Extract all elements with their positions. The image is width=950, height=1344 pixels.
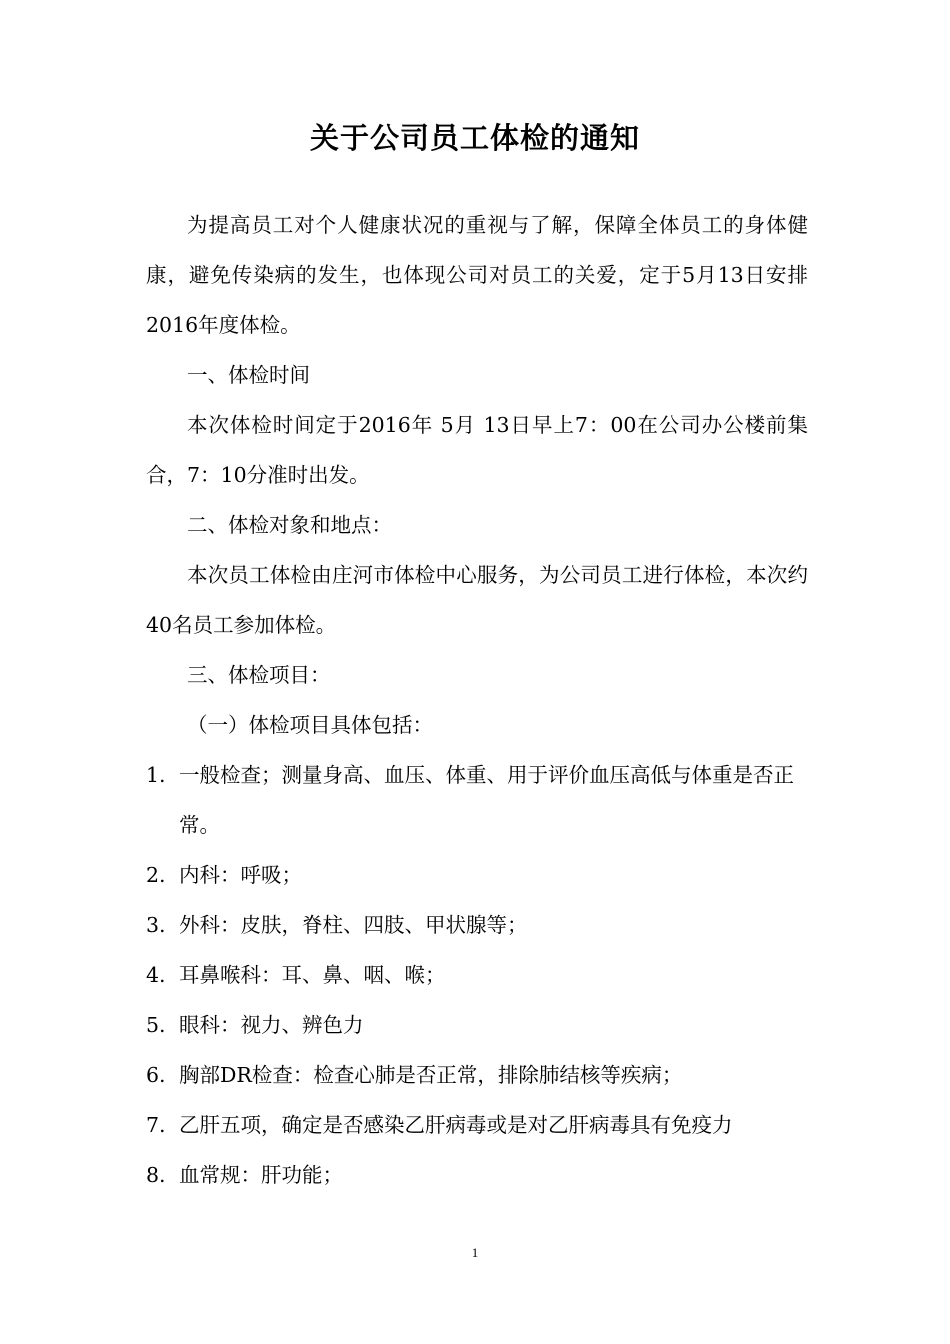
- list-item: [146, 1000, 808, 1050]
- list-item-text: 血常规：肝功能；: [179, 1163, 343, 1187]
- items-subheading: （一）体检项目具体包括：: [187, 713, 433, 737]
- list-item-text: 外科：皮肤，脊柱、四肢、甲状腺等；: [179, 913, 528, 937]
- list-item-text: 一般检查；测量身高、血压、体重、用于评价血压高低与体重是否正常。: [179, 763, 794, 837]
- list-item: [146, 1050, 808, 1100]
- time-paragraph: 本次体检时间定于2016年 5月 13日早上7：00在公司办公楼前集合，7：10分准时出发。: [146, 413, 808, 487]
- section-heading-target: 二、体检对象和地点：: [187, 513, 392, 537]
- list-item-number: 7.: [146, 1113, 166, 1137]
- list-item-text: 胸部DR检查：检查心肺是否正常，排除肺结核等疾病；: [179, 1063, 683, 1087]
- list-item: [146, 900, 808, 950]
- list-item: [146, 1100, 808, 1150]
- list-item-number: 3.: [146, 913, 166, 937]
- list-item-number: 2.: [146, 863, 166, 887]
- list-item: [146, 850, 808, 900]
- list-item-number: 5.: [146, 1013, 166, 1037]
- list-item-number: 4.: [146, 963, 166, 987]
- list-item-text: 眼科：视力、辨色力: [179, 1013, 364, 1037]
- list-item-text: 耳鼻喉科：耳、鼻、咽、喉；: [179, 963, 446, 987]
- list-item-text: 乙肝五项，确定是否感染乙肝病毒或是对乙肝病毒具有免疫力: [179, 1113, 733, 1137]
- target-paragraph: 本次员工体检由庄河市体检中心服务，为公司员工进行体检，本次约40名员工参加体检。: [146, 563, 808, 637]
- document-body: [146, 200, 808, 1200]
- section-heading-items: 三、体检项目：: [187, 663, 331, 687]
- page-number: 1: [471, 1245, 479, 1260]
- document-title: 关于公司员工体检的通知: [309, 121, 640, 155]
- list-item-number: 1.: [146, 763, 166, 787]
- exam-items-list: [146, 750, 808, 1200]
- section-heading-time: 一、体检时间: [187, 363, 310, 387]
- list-item: [146, 1150, 808, 1200]
- list-item-number: 6.: [146, 1063, 166, 1087]
- intro-paragraph: 为提高员工对个人健康状况的重视与了解，保障全体员工的身体健康，避免传染病的发生，也体现公司对员工的关爱，定于5月13日安排2016年度体检。: [146, 213, 808, 337]
- list-item: [146, 950, 808, 1000]
- list-item-text: 内科：呼吸；: [179, 863, 302, 887]
- list-item-number: 8.: [146, 1163, 166, 1187]
- list-item: [146, 750, 808, 850]
